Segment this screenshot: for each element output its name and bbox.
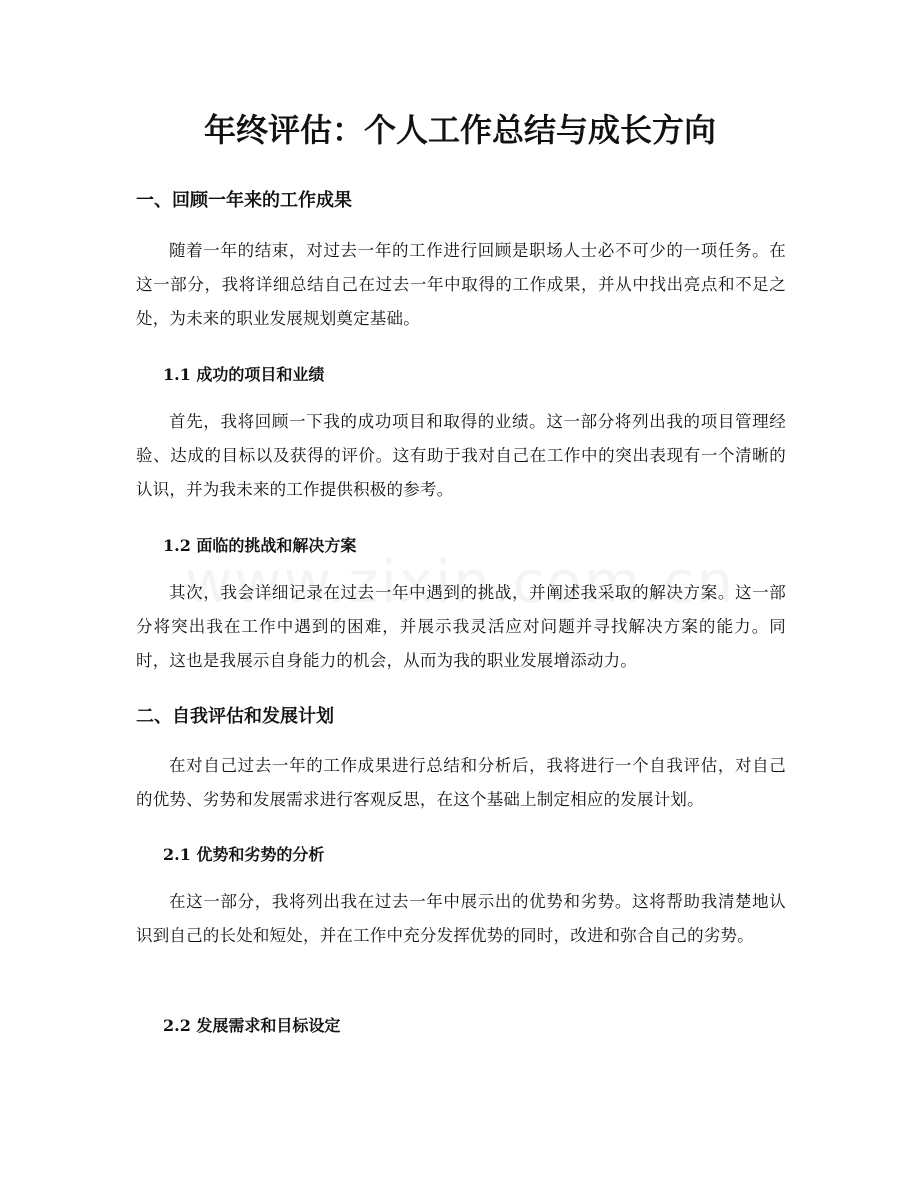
subsection-heading-1-2: 1.2 面临的挑战和解决方案 bbox=[163, 536, 357, 555]
section-2-intro: 在对自己过去一年的工作成果进行总结和分析后，我将进行一个自我评估，对自己的优势、劣势和发展需求进行客观反思，在这个基础上制定相应的发展计划。 bbox=[136, 756, 786, 809]
subsection-heading-1-1: 1.1 成功的项目和业绩 bbox=[163, 365, 325, 384]
section-heading-1: 一、回顾一年来的工作成果 bbox=[136, 190, 352, 211]
subsection-heading-2-1: 2.1 优势和劣势的分析 bbox=[163, 845, 325, 864]
subsection-1-2-body: 其次，我会详细记录在过去一年中遇到的挑战，并阐述我采取的解决方案。这一部分将突出我在工作中遇到的困难，并展示我灵活应对问题并寻找解决方案的能力。同时，这也是我展示自身能力的机会，从而为我的职业发展增添动力。 bbox=[136, 583, 786, 670]
section-1-intro: 随着一年的结束，对过去一年的工作进行回顾是职场人士必不可少的一项任务。在这一部分，我将详细总结自己在过去一年中取得的工作成果，并从中找出亮点和不足之处，为未来的职业发展规划奠定基础。 bbox=[136, 241, 786, 328]
subsection-1-1-body: 首先，我将回顾一下我的成功项目和取得的业绩。这一部分将列出我的项目管理经验、达成的目标以及获得的评价。这有助于我对自己在工作中的突出表现有一个清晰的认识，并为我未来的工作提供积极的参考。 bbox=[136, 412, 786, 499]
subsection-2-1-body: 在这一部分，我将列出我在过去一年中展示出的优势和劣势。这将帮助我清楚地认识到自己的长处和短处，并在工作中充分发挥优势的同时，改进和弥合自己的劣势。 bbox=[136, 892, 786, 945]
subsection-heading-2-2: 2.2 发展需求和目标设定 bbox=[163, 1016, 341, 1035]
section-heading-2: 二、自我评估和发展计划 bbox=[136, 706, 334, 727]
document-title: 年终评估：个人工作总结与成长方向 bbox=[203, 111, 716, 149]
